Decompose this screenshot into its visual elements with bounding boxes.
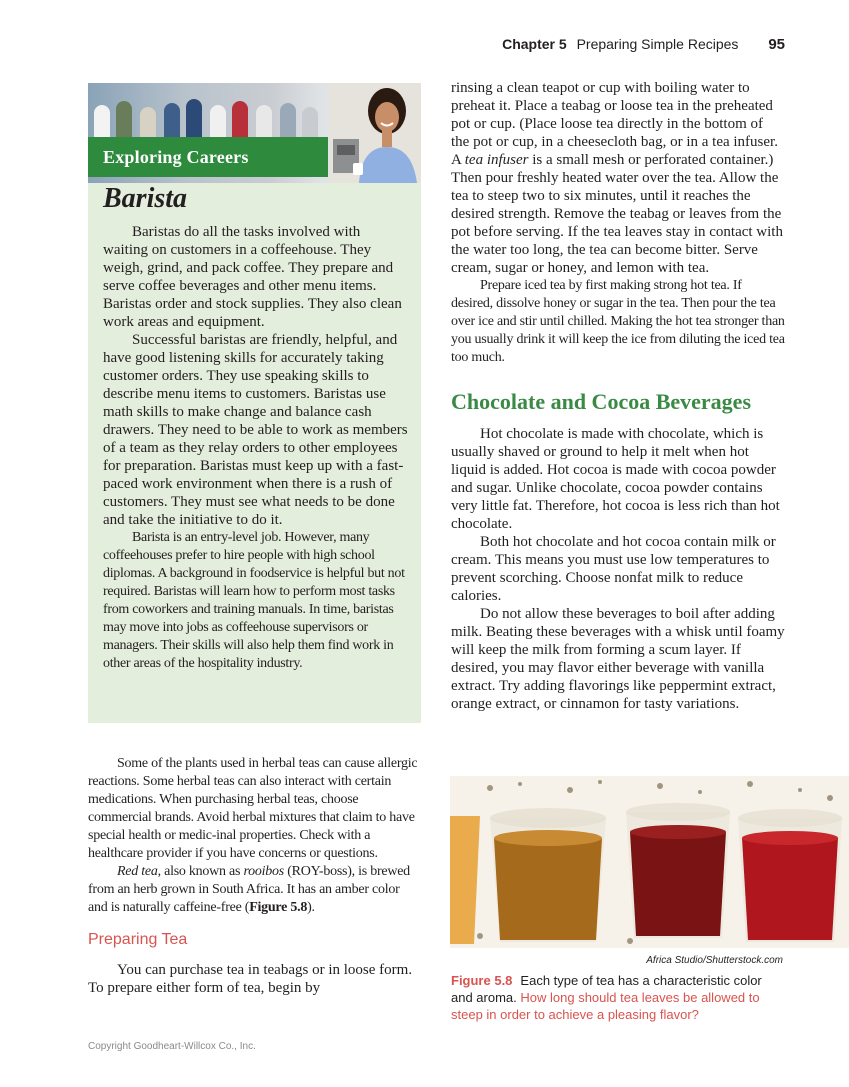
term-red-tea: Red tea bbox=[117, 864, 158, 879]
golden-tea-glass bbox=[490, 808, 606, 942]
section-heading-chocolate-cocoa: Chocolate and Cocoa Beverages bbox=[451, 389, 752, 414]
figure-reference: Figure 5.8 bbox=[249, 900, 308, 915]
barista-photo-image bbox=[329, 83, 421, 183]
photo-credit: Africa Studio/Shutterstock.com bbox=[646, 955, 783, 966]
figure-question: How long should tea leaves be allowed to steep in order to achieve a pleasing flavor? bbox=[451, 990, 760, 1022]
hibiscus-tea-glass bbox=[738, 809, 842, 942]
sidebar-paragraph: Successful baristas are friendly, helpful, and have good listening skills for accurately taking customer orders. They use speaking skills to describe menu items to customers. Baristas use math skills to make change and balance cash drawers. They need to be able to work as members of a team as they relay orders to other employees for preparation. Baristas must keep up with a fast-paced work environment when there is a rush of customers. They must see what needs to be done and take the initiative to do it. bbox=[103, 332, 408, 528]
term-tea-infuser: tea infuser bbox=[464, 152, 529, 168]
sidebar-body bbox=[103, 223, 408, 673]
careers-photo-banner bbox=[88, 83, 421, 183]
left-column bbox=[88, 755, 421, 997]
body-paragraph: Some of the plants used in herbal teas can cause allergic reactions. Some herbal teas can also interact with certain medications. When purchasing herbal teas, choose commercial brands. Avoid herbal mixtures that claim to have special health or medic-inal properties. Check with a healthcare provider if you have concerns or questions. bbox=[88, 756, 418, 861]
running-header bbox=[502, 36, 785, 53]
body-paragraph: Both hot chocolate and hot cocoa contain milk or cream. This means you must use low temperatures to prevent scorching. Choose nonfat milk to reduce calories. bbox=[451, 534, 776, 604]
red-tea-glass bbox=[626, 803, 730, 938]
subheading-preparing-tea: Preparing Tea bbox=[88, 931, 188, 948]
copyright-footer: Copyright Goodheart-Willcox Co., Inc. bbox=[88, 1041, 256, 1052]
right-column bbox=[451, 79, 785, 713]
sidebar-paragraph: Baristas do all the tasks involved with waiting on customers in a coffeehouse. They weigh, grind, and pack coffee. They prepare and serve coffee beverages and other menu items. Baristas order and stock supplies. They also clean work areas and equipment. bbox=[103, 224, 402, 330]
exploring-careers-tag: Exploring Careers bbox=[88, 137, 328, 177]
tea-cups-photo bbox=[450, 776, 849, 948]
body-paragraph: Do not allow these beverages to boil after adding milk. Beating these beverages with a whisk until foamy will keep the milk from forming a scum layer. If desired, you may flavor either beverage with vanilla extract. Try adding flavorings like peppermint extract, orange extract, or cinnamon for tasty variations. bbox=[451, 606, 785, 712]
body-paragraph: rinsing a clean teapot or cup with boiling water to preheat it. Place a teabag or loose tea in the preheated pot or cup. (Place loose tea directly in the bottom of the pot or cup, in a cheesecloth bag, or in a tea infuser. A tea infuser is a small mesh or perforated container.) Then pour freshly heated water over the tea. Allow the tea to steep two to six minutes, until it reaches the desired strength. Remove the teabag or leaves from the pot before serving. If the tea leaves stay in contact with the water too long, the tea can become bitter. Serve cream, sugar or honey, and lemon with tea. bbox=[451, 80, 783, 276]
exploring-careers-sidebar bbox=[88, 83, 421, 723]
figure-caption bbox=[451, 972, 785, 1023]
chapter-title: Preparing Simple Recipes bbox=[576, 36, 739, 52]
term-rooibos: rooibos bbox=[243, 864, 284, 879]
red-tea-paragraph: Red tea, also known as rooibos (ROY-boss), is brewed from an herb grown in South Africa. It has an amber color and is naturally caffeine-free (Figure 5.8). bbox=[88, 864, 410, 915]
figure-caption-text: Each type of tea has a characteristic color and aroma. bbox=[451, 973, 762, 1005]
body-paragraph: Hot chocolate is made with chocolate, which is usually shaved or ground to help it melt when hot liquid is added. Hot cocoa is made with cocoa powder and sugar. Unlike chocolate, cocoa powder contains very little fat. Therefore, hot cocoa is less rich than hot chocolate. bbox=[451, 426, 780, 532]
chapter-label: Chapter 5 bbox=[502, 36, 567, 52]
body-paragraph: Prepare iced tea by first making strong hot tea. If desired, dissolve honey or sugar in the tea. Then pour the tea over ice and stir until chilled. Making the hot tea stronger than you usually drink it will keep the ice from diluting the iced tea too much. bbox=[451, 278, 785, 365]
sidebar-title: Barista bbox=[103, 183, 188, 214]
page-number: 95 bbox=[768, 36, 785, 53]
figure-label: Figure 5.8 bbox=[451, 973, 513, 988]
body-paragraph: You can purchase tea in teabags or in loose form. To prepare either form of tea, begin by bbox=[88, 962, 413, 996]
sidebar-paragraph: Barista is an entry-level job. However, many coffeehouses prefer to hire people with high school diplomas. A background in foodservice is helpful but not required. Baristas will learn how to perform most tasks from coworkers and training manuals. In time, baristas may move into jobs as coffeehouse supervisors or managers. Their skills will also help them find work in other areas of the hospitality industry. bbox=[103, 530, 405, 671]
